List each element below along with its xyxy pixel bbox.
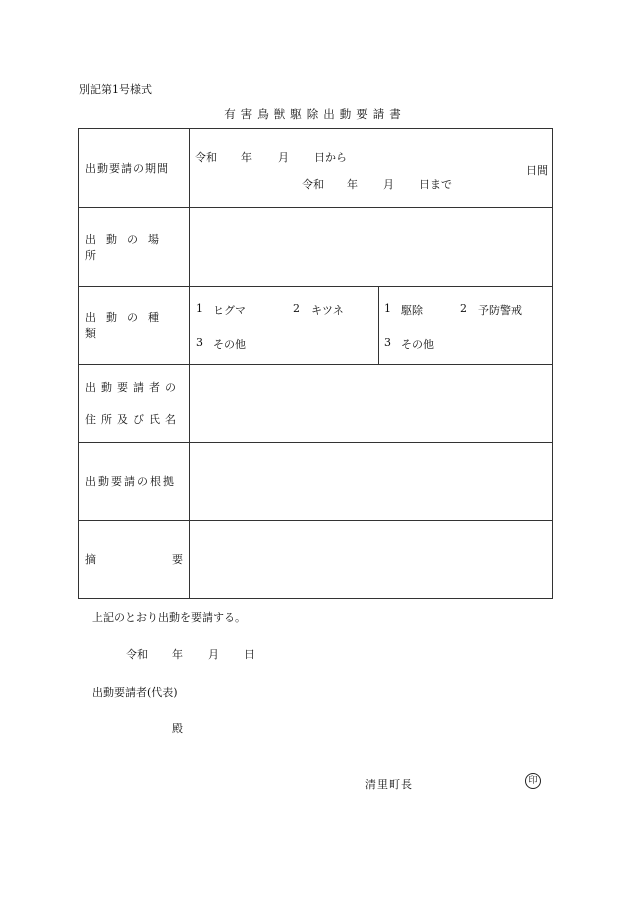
action-1-name: 駆除 bbox=[401, 304, 423, 317]
action-3-name: その他 bbox=[401, 338, 434, 351]
period-from-year: 年 bbox=[241, 151, 252, 164]
basis-label: 出動要請の根拠 bbox=[85, 475, 176, 488]
location-label-cell bbox=[79, 207, 189, 286]
date-month: 月 bbox=[208, 648, 219, 661]
seal-mark bbox=[525, 773, 541, 789]
type-label-cell bbox=[79, 286, 189, 364]
action-3-num: 3 bbox=[384, 336, 391, 349]
period-to-day: 日まで bbox=[419, 178, 452, 191]
remarks-label-right: 要 bbox=[172, 553, 183, 566]
type-label: 出動の種類 bbox=[85, 311, 169, 340]
basis-label-cell bbox=[79, 442, 189, 520]
requester-label-line1: 出動要請者の bbox=[85, 381, 181, 394]
period-to-year: 年 bbox=[347, 178, 358, 191]
type-column-divider bbox=[378, 286, 379, 364]
requester-label-cell bbox=[79, 364, 189, 442]
date-year: 年 bbox=[172, 648, 183, 661]
animal-2-num: 2 bbox=[293, 302, 300, 315]
requester-representative-label: 出動要請者(代表) bbox=[92, 686, 178, 699]
column-divider bbox=[189, 129, 190, 598]
location-label: 出動の場所 bbox=[85, 232, 169, 262]
period-to-era: 令和 bbox=[302, 178, 324, 191]
period-to-month: 月 bbox=[383, 178, 394, 191]
seal-text: 印 bbox=[528, 776, 538, 786]
period-days-unit: 日間 bbox=[526, 164, 548, 177]
document-title: 有害鳥獣駆除出動要請書 bbox=[224, 107, 406, 121]
form-number: 別記第1号様式 bbox=[79, 83, 152, 96]
remarks-label-cell bbox=[79, 520, 189, 598]
animal-1-num: 1 bbox=[196, 302, 203, 315]
period-from-day: 日から bbox=[314, 151, 347, 164]
requester-label-line2: 住所及び氏名 bbox=[85, 413, 181, 426]
period-from-month: 月 bbox=[278, 151, 289, 164]
period-from-era: 令和 bbox=[195, 151, 217, 164]
action-2-num: 2 bbox=[460, 302, 467, 315]
animal-3-name: その他 bbox=[213, 338, 246, 351]
remarks-label-left: 摘 bbox=[85, 553, 96, 566]
date-day: 日 bbox=[244, 648, 255, 661]
mayor-title: 清里町長 bbox=[365, 778, 413, 791]
request-table bbox=[78, 128, 553, 599]
remarks-label bbox=[85, 551, 183, 567]
action-1-num: 1 bbox=[384, 302, 391, 315]
animal-1-name: ヒグマ bbox=[213, 304, 246, 317]
date-era: 令和 bbox=[126, 648, 148, 661]
action-2-name: 予防警戒 bbox=[478, 304, 522, 317]
animal-2-name: キツネ bbox=[311, 304, 344, 317]
animal-3-num: 3 bbox=[196, 336, 203, 349]
period-label: 出動要請の期間 bbox=[85, 162, 169, 175]
honorific: 殿 bbox=[172, 722, 183, 735]
period-label-cell bbox=[79, 129, 189, 207]
request-statement: 上記のとおり出動を要請する。 bbox=[92, 611, 246, 624]
